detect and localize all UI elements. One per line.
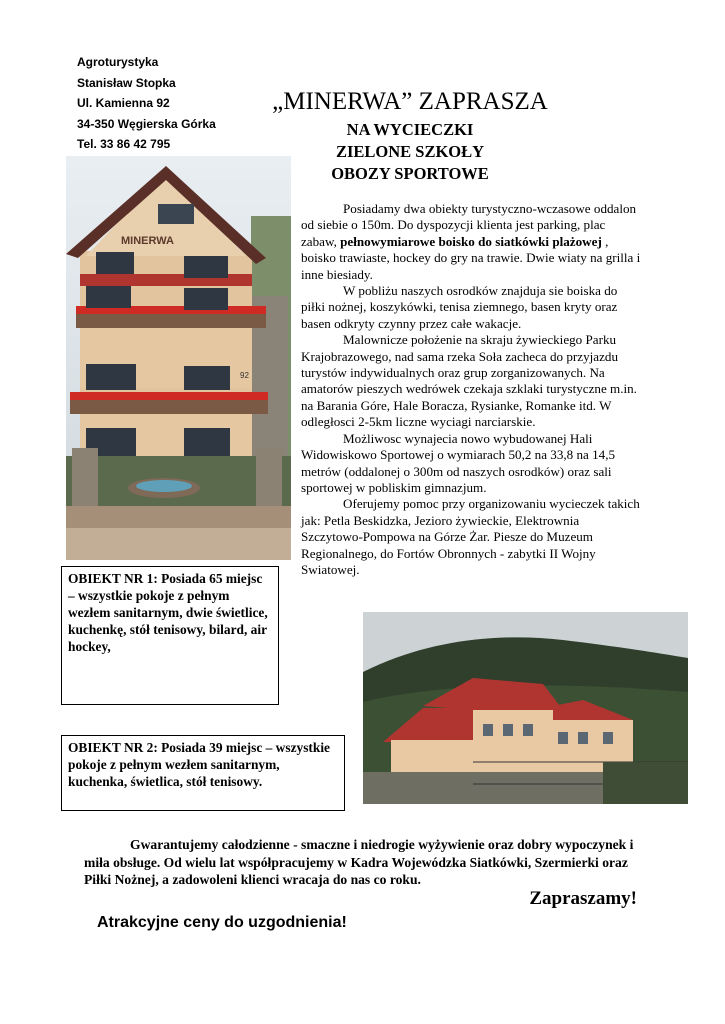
obiekt-2-box: OBIEKT NR 2: Posiada 39 miejsc – wszystkie pokoje z pełnym wezłem sanitarnym, kuchenka, świetlica, stół tenisowy. [61,735,345,811]
contact-line: Stanisław Stopka [77,75,176,90]
footer-paragraph: Gwarantujemy całodzienne - smaczne i niedrogie wyżywienie oraz dobry wypoczynek i miła obsługe. Od wielu lat współpracujemy w Kadra Wojewódzka Siatkówki, Szermierki oraz Piłki Nożnej, a zadowoleni klienci wracaja do nas co roku. [84,837,634,887]
contact-line: Tel. 33 86 42 795 [77,137,171,151]
closing-text: Zapraszamy! [529,888,637,909]
paragraph: Oferujemy pomoc przy organizowaniu wycieczek takich jak: Petla Beskidzka, Jezioro żywieckie, Elektrownia Szczytowo-Pompowa na Górze Żar. Piesze do Muzeum Regionalnego, do Fortów Obronnych - zabytki II Wojny Swiatowej. [301,496,640,577]
subtitle-block [250,119,570,185]
paragraph: Posiadamy dwa obiekty turystyczno-wczasowe oddalon od siebie o 150m. Do dyspozycji klienta jest parking, plac zabaw, pełnowymiarowe boisko do siatkówki plażowej , boisko trawiaste, hockey do gry na trawie. Dwie wiaty na grilla i inne biesiady. [301,201,641,282]
prices-note: Atrakcyjne ceny do uzgodnienia! [97,914,347,931]
contact-line: 34-350 Węgierska Górka [77,116,216,131]
obiekt-1-box: OBIEKT NR 1: Posiada 65 miejsc – wszystkie pokoje z pełnym wezłem sanitarnym, dwie świetlice, kuchenkę, stół tenisowy, bilard, air hockey, [61,566,279,705]
sports-hall-photo [363,612,688,804]
footer-text [84,836,644,889]
house-number: 92 [240,371,249,380]
contact-line: Agroturystyka [77,55,159,69]
subtitle-line: ZIELONE SZKOŁY [335,142,485,161]
paragraph: Możliwosc wynajecia nowo wybudowanej Hali Widowiskowo Sportowej o wymiarach 50,2 na 33,8 na 14,5 metrów (oddalonej o 300m od naszych osrodków) oraz sali sportowej w pobliskim gimnazjum. [301,430,616,495]
page-title: „MINERWA” ZAPRASZA [272,88,548,115]
paragraph: W pobliżu naszych osrodków znajduja sie boiska do piłki nożnej, koszykówki, tenisa ziemnego, basen kryty oraz basen odkryty czynny przez całe wakacje. [301,283,618,331]
house-sign: MINERWA [121,235,174,247]
subtitle-line: NA WYCIECZKI [346,120,474,139]
paragraph: Malownicze położenie na skraju żywieckiego Parku Krajobrazowego, nad sama rzeka Soła zacheca do przyjazdu turystów indywidualnych oraz grup zorganizowanych. Na amatorów pieszych wedrówek czekaja szklaki turystyczne m.in. na Barania Góre, Hale Boracza, Rysianke, Romanke itd. W odległosci 2-5km liczne wyciagi narciarskie. [301,332,637,430]
subtitle-line: OBOZY SPORTOWE [331,164,489,183]
contact-line: Ul. Kamienna 92 [77,96,170,110]
house-photo [66,156,291,560]
description-text [301,201,641,578]
